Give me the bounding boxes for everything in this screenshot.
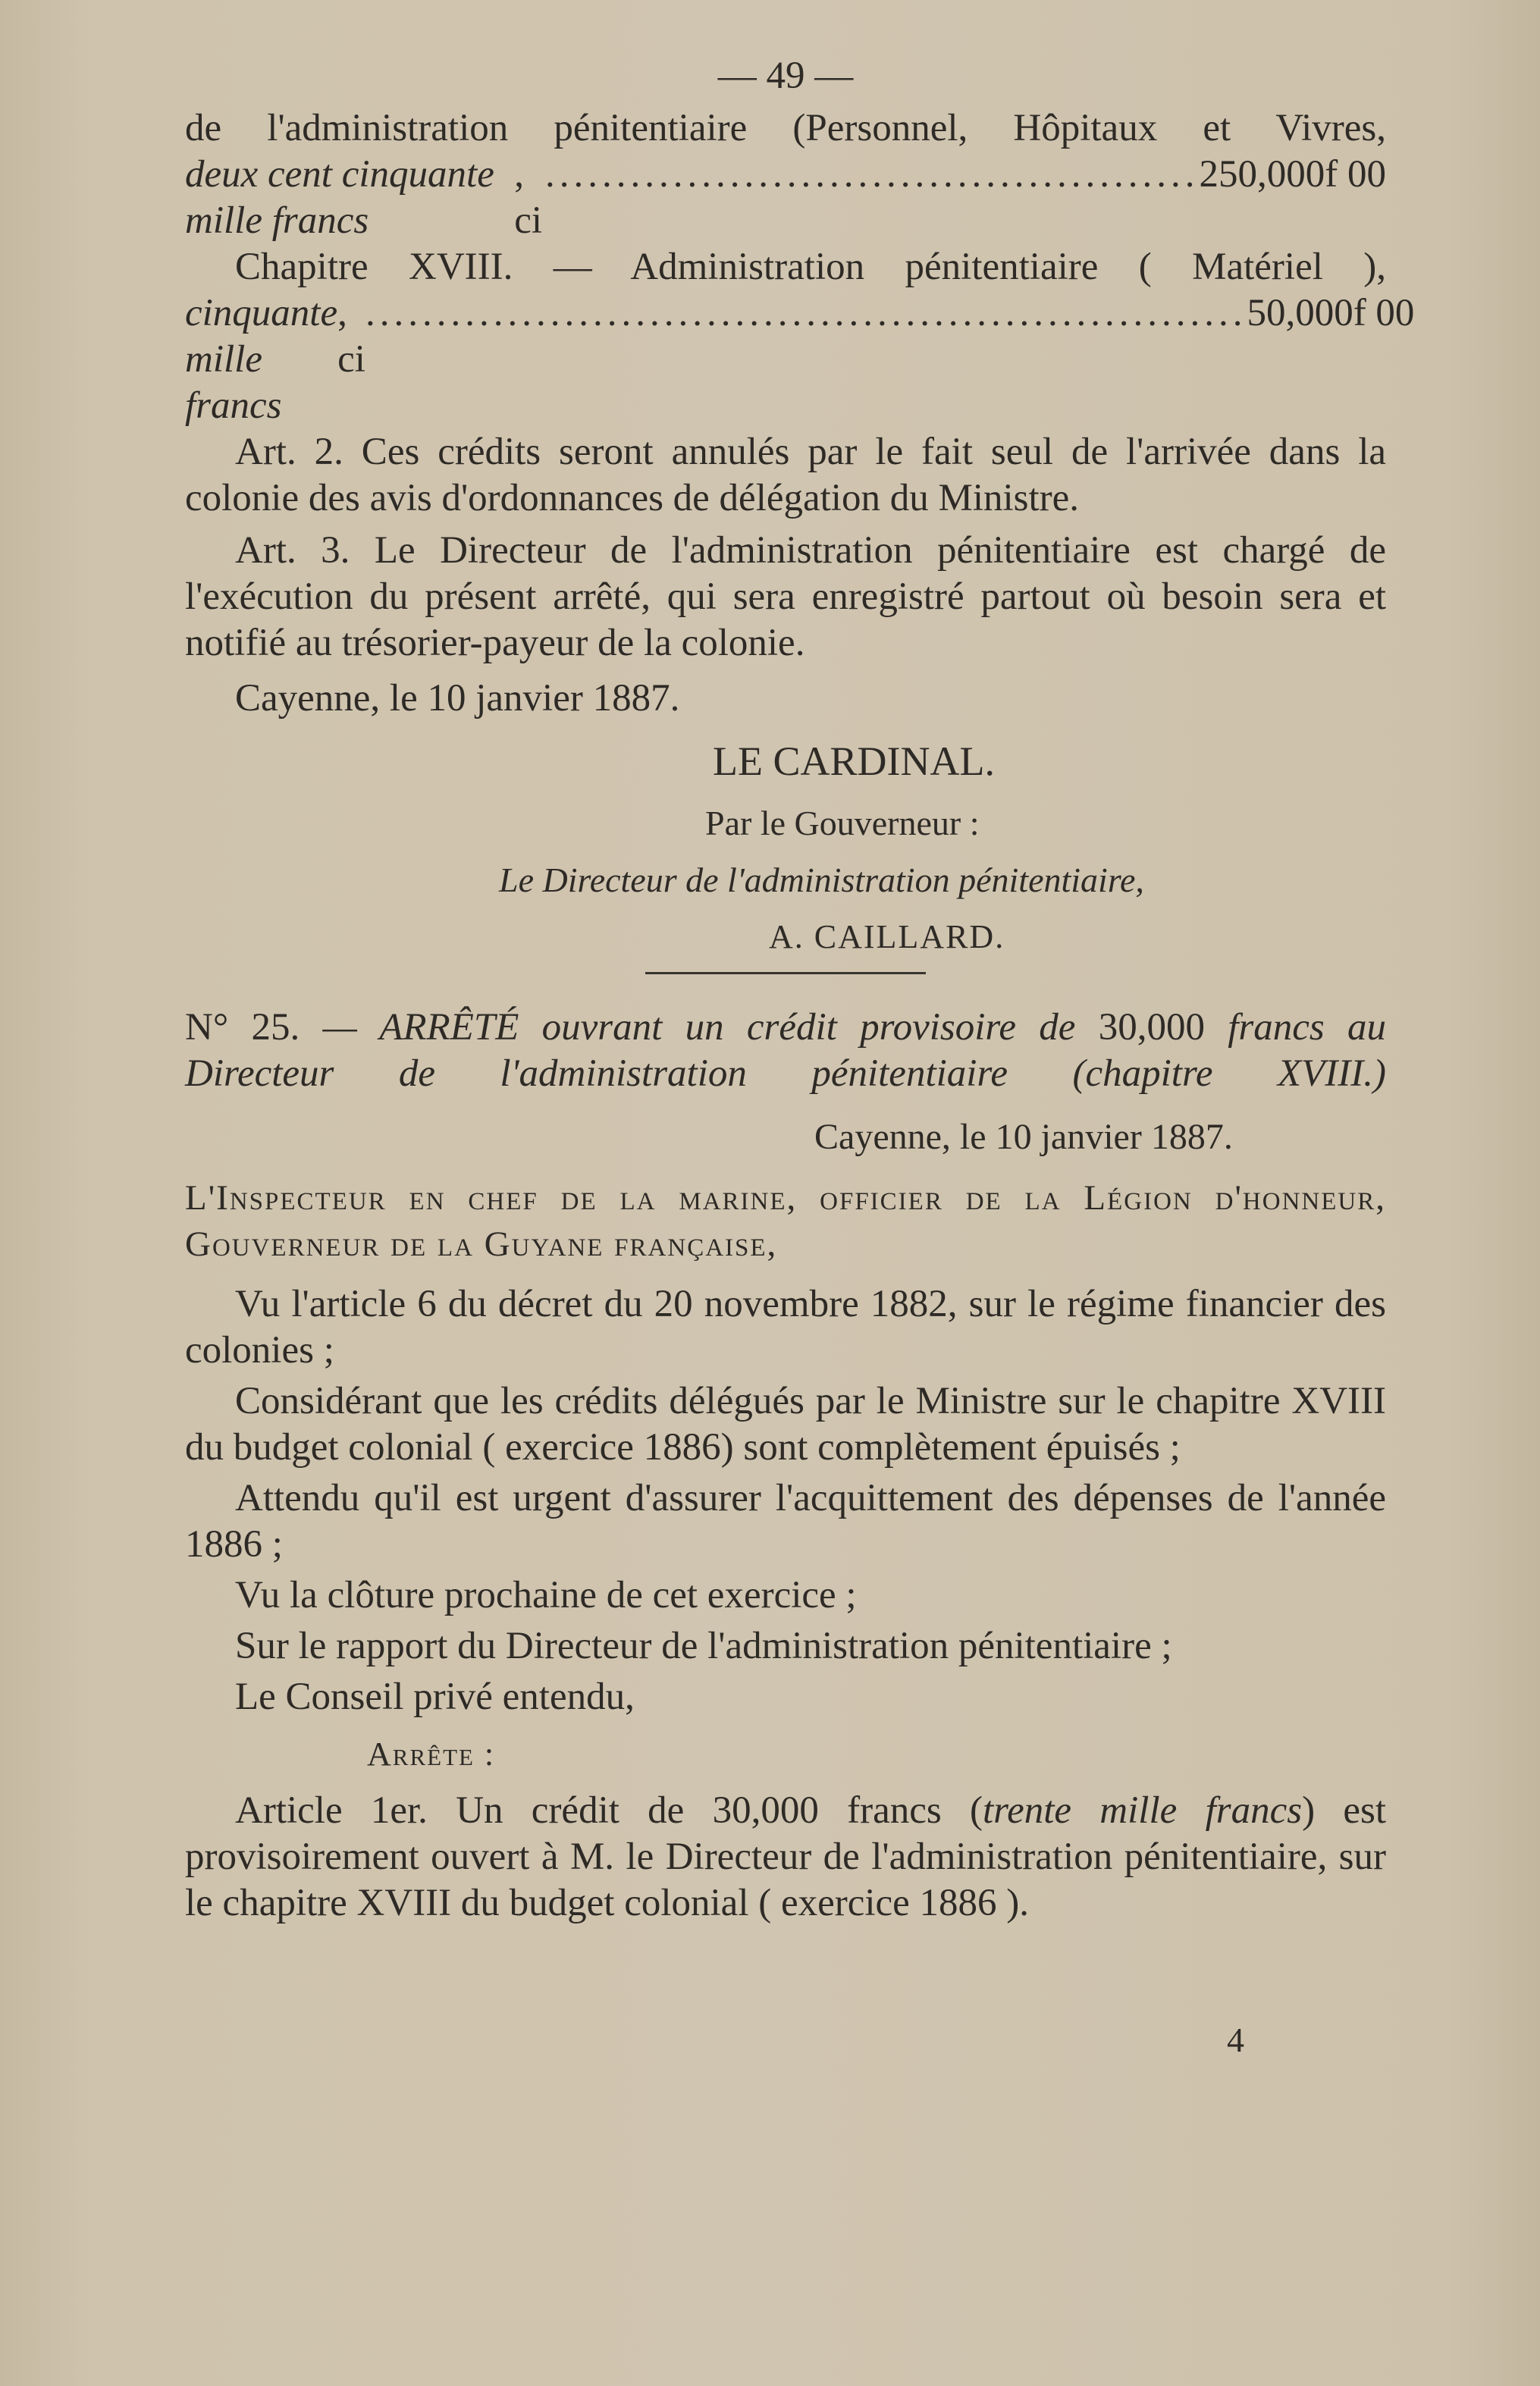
ci-label: , ci [514, 153, 543, 242]
amount-in-words: deux cent cinquante mille francs [185, 153, 494, 242]
page-number: — 49 — [717, 55, 854, 97]
place-date: Cayenne, le 10 janvier 1887. [235, 677, 680, 720]
amount-value: 50,000f 00 [1247, 292, 1415, 334]
arrete-amount: 30,000 [1098, 1006, 1205, 1049]
article-1-words: trente mille francs [982, 1789, 1303, 1832]
arrete-number: N° 25. [185, 1006, 300, 1049]
signer-name: LE CARDINAL. [713, 738, 995, 784]
arrete-title-line-1 [185, 1005, 1386, 1097]
credit-line-materiel [185, 290, 1415, 429]
section-divider [645, 972, 926, 974]
ci-label: , ci [337, 292, 365, 381]
vu-cloture: Vu la clôture prochaine de cet exercice ; [235, 1574, 857, 1616]
continuation-line-personnel: de l'administration pénitentiaire (Personnel, Hôpitaux et Vivres, [185, 107, 1386, 149]
issuing-authority: L'Inspecteur en chef de la marine, officier de la Légion d'honneur, Gouverneur de la Guyane française, [185, 1178, 1386, 1264]
credit-line-personnel [185, 152, 1386, 244]
vu-article-6: Vu l'article 6 du décret du 20 novembre 1882, sur le régime financier des colonies ; [185, 1283, 1386, 1372]
signer-role: Le Directeur de l'administration pénitentiaire, [499, 861, 1144, 899]
dot-leader: .............................................................. [365, 292, 1247, 334]
article-1-text-b: ) est provisoirement ouvert à M. le Directeur de l'administration pénitentiaire, sur le chapitre XVIII du budget colonial ( exercice 1886 ). [185, 1789, 1386, 1924]
dot-leader: .............................................. [545, 153, 1200, 196]
article-1-text-a: Article 1er. Un crédit de 30,000 francs ( [235, 1789, 983, 1832]
arrete-date: Cayenne, le 10 janvier 1887. [814, 1117, 1233, 1157]
arrete-title: — ARRÊTÉ ouvrant un crédit provisoire de [322, 1006, 1076, 1049]
sur-le-rapport: Sur le rapport du Directeur de l'administration pénitentiaire ; [235, 1625, 1172, 1667]
signer-2-name: A. CAILLARD. [769, 918, 1005, 955]
attendu: Attendu qu'il est urgent d'assurer l'acquittement des dépenses de l'année 1886 ; [185, 1477, 1386, 1566]
signature-mark: 4 [1227, 2021, 1244, 2059]
chapter-xviii-line: Chapitre XVIII. — Administration pénitentiaire ( Matériel ), [235, 246, 1386, 288]
page-body [185, 53, 1415, 1927]
arrete-title-rest: francs au Directeur de l'administration pénitentiaire (chapitre XVIII.) [185, 1006, 1386, 1095]
article-1 [185, 1788, 1386, 1927]
amount-in-words: cinquante mille francs [185, 292, 338, 427]
par-le-gouverneur: Par le Gouverneur : [705, 804, 980, 842]
amount-value: 250,000f 00 [1199, 153, 1386, 196]
considerant: Considérant que les crédits délégués par le Ministre sur le chapitre XVIII du budget colonial ( exercice 1886) sont complètement épuisés ; [185, 1380, 1386, 1469]
article-2: Art. 2. Ces crédits seront annulés par le fait seul de l'arrivée dans la colonie des avis d'ordonnances de délégation du Ministre. [185, 431, 1386, 519]
article-3: Art. 3. Le Directeur de l'administration pénitentiaire est chargé de l'exécution du présent arrêté, qui sera enregistré partout où besoin sera et notifié au trésorier-payeur de la colonie. [185, 529, 1386, 664]
conseil-entendu: Le Conseil privé entendu, [235, 1676, 635, 1718]
arrete-heading: Arrête : [367, 1735, 496, 1773]
